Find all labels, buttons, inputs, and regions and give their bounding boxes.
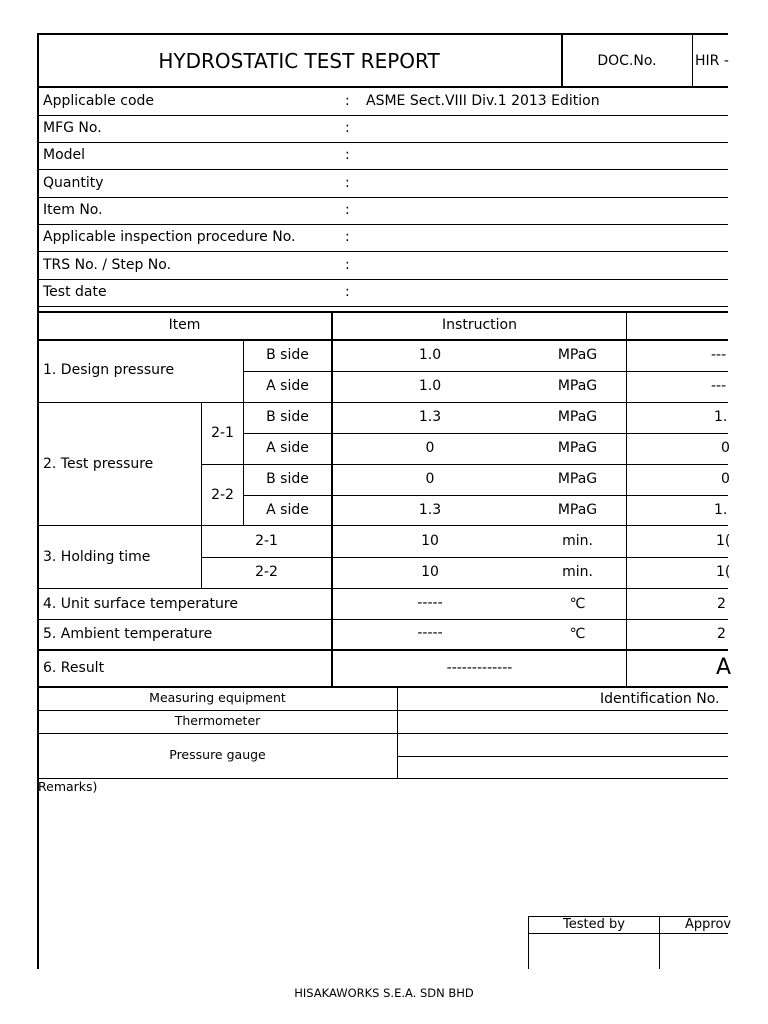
info-value: ASME Sect.VIII Div.1 2013 Edition bbox=[366, 93, 600, 109]
instruction-unit: MPaG bbox=[557, 347, 598, 363]
instruction-value: 1.3 bbox=[418, 409, 442, 425]
side-label: A side bbox=[266, 378, 309, 394]
instruction-unit: MPaG bbox=[557, 471, 598, 487]
approved-by-label: Approv bbox=[685, 917, 732, 932]
result-value: 2 bbox=[717, 626, 726, 642]
test-step-2-2: 2-2 bbox=[211, 487, 234, 503]
instruction-value: ------------- bbox=[446, 660, 513, 676]
doc-number-value: HIR - bbox=[695, 53, 729, 69]
instruction-value: 10 bbox=[421, 564, 439, 580]
result-value: 1. bbox=[714, 502, 728, 518]
info-colon: : bbox=[345, 229, 350, 245]
instruction-unit: min. bbox=[562, 564, 593, 580]
result-value: 1( bbox=[716, 533, 731, 549]
surface-temp-label: 4. Unit surface temperature bbox=[43, 596, 238, 612]
result-value: --- bbox=[711, 347, 727, 363]
holding-step: 2-2 bbox=[255, 564, 278, 580]
side-label: B side bbox=[266, 471, 309, 487]
info-label: TRS No. / Step No. bbox=[43, 257, 172, 273]
info-colon: : bbox=[345, 175, 350, 191]
equipment-head: Measuring equipment bbox=[149, 690, 286, 705]
result-value: --- bbox=[711, 378, 727, 394]
result-value: 1. bbox=[714, 409, 728, 425]
side-label: B side bbox=[266, 347, 309, 363]
instruction-value: 1.3 bbox=[418, 502, 442, 518]
info-label: Quantity bbox=[43, 175, 104, 191]
info-label: Applicable code bbox=[43, 93, 155, 109]
info-colon: : bbox=[345, 120, 350, 136]
instruction-unit: ℃ bbox=[569, 596, 586, 612]
holding-step: 2-1 bbox=[255, 533, 278, 549]
table-head-item: Item bbox=[168, 317, 201, 333]
result-label: 6. Result bbox=[43, 660, 105, 676]
tested-by-signature-box[interactable] bbox=[529, 934, 659, 969]
result-value: A bbox=[716, 655, 732, 680]
info-label: MFG No. bbox=[43, 120, 102, 136]
instruction-value: ----- bbox=[417, 625, 443, 641]
ambient-temp-label: 5. Ambient temperature bbox=[43, 626, 213, 642]
identification-head: Identification No. bbox=[600, 691, 720, 707]
instruction-value: 0 bbox=[425, 440, 435, 456]
table-head-instruction: Instruction bbox=[442, 317, 517, 333]
result-value: 2 bbox=[717, 596, 726, 612]
instruction-unit: MPaG bbox=[557, 378, 598, 394]
info-colon: : bbox=[345, 257, 350, 273]
instruction-value: 1.0 bbox=[418, 378, 442, 394]
result-value: 0 bbox=[721, 471, 730, 487]
instruction-value: ----- bbox=[417, 595, 443, 611]
instruction-unit: ℃ bbox=[569, 626, 586, 642]
company-footer: HISAKAWORKS S.E.A. SDN BHD bbox=[294, 986, 474, 1000]
info-label: Test date bbox=[43, 284, 107, 300]
info-label: Applicable inspection procedure No. bbox=[43, 229, 296, 245]
instruction-value: 10 bbox=[421, 533, 439, 549]
result-value: 0 bbox=[721, 440, 730, 456]
instruction-unit: MPaG bbox=[557, 440, 598, 456]
instruction-value: 0 bbox=[425, 471, 435, 487]
instruction-value: 1.0 bbox=[418, 347, 442, 363]
side-label: A side bbox=[266, 440, 309, 456]
side-label: A side bbox=[266, 502, 309, 518]
instruction-unit: MPaG bbox=[557, 409, 598, 425]
tested-by-label: Tested by bbox=[563, 917, 625, 932]
design-pressure-label: 1. Design pressure bbox=[43, 362, 175, 378]
pressure-gauge-label: Pressure gauge bbox=[169, 747, 266, 762]
instruction-unit: min. bbox=[562, 533, 593, 549]
thermometer-label: Thermometer bbox=[174, 713, 261, 728]
holding-time-label: 3. Holding time bbox=[43, 549, 151, 565]
info-colon: : bbox=[345, 147, 350, 163]
remarks-label: Remarks) bbox=[38, 779, 98, 794]
test-pressure-label: 2. Test pressure bbox=[43, 456, 154, 472]
info-label: Item No. bbox=[43, 202, 103, 218]
approved-by-signature-box[interactable] bbox=[660, 934, 728, 969]
info-colon: : bbox=[345, 93, 350, 109]
info-label: Model bbox=[43, 147, 86, 163]
result-value: 1( bbox=[716, 564, 731, 580]
info-colon: : bbox=[345, 284, 350, 300]
report-title: HYDROSTATIC TEST REPORT bbox=[158, 49, 440, 73]
side-label: B side bbox=[266, 409, 309, 425]
instruction-unit: MPaG bbox=[557, 502, 598, 518]
info-colon: : bbox=[345, 202, 350, 218]
doc-number-label: DOC.No. bbox=[597, 53, 657, 69]
test-step-2-1: 2-1 bbox=[211, 425, 234, 441]
